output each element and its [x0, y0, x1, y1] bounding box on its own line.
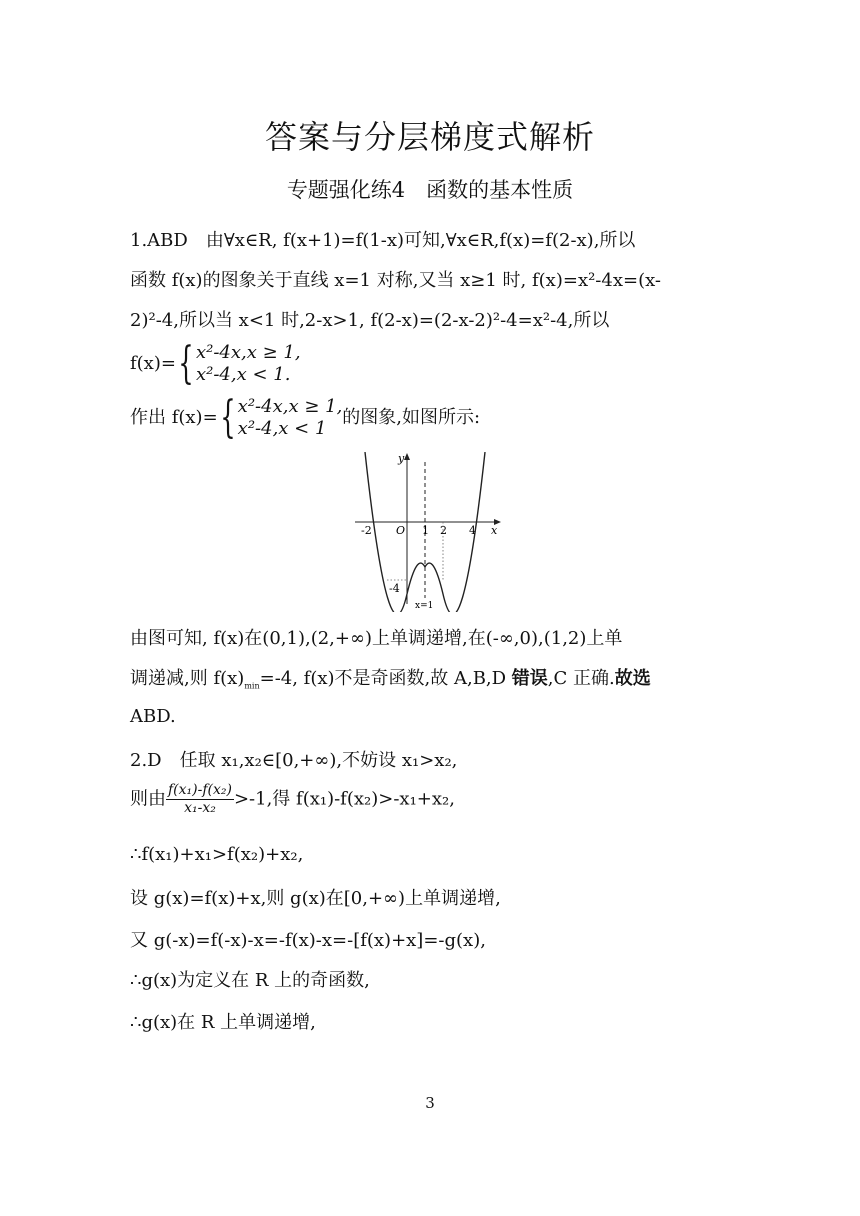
fraction-denominator: x₁-x₂ — [184, 800, 216, 816]
piecewise-prefix: f(x)= — [130, 353, 176, 374]
case-1: x²-4x,x ≥ 1, — [237, 396, 343, 417]
fraction-numerator: f(x₁)-f(x₂) — [168, 782, 232, 798]
function-graph — [355, 452, 510, 612]
piecewise-definition — [130, 338, 301, 389]
curve-right-branch — [425, 452, 485, 612]
text-line-14: ∴g(x)为定义在 R 上的奇函数, — [130, 970, 370, 991]
bold-wrong: 错误 — [511, 668, 548, 689]
fraction — [166, 782, 234, 817]
piecewise-cases — [196, 342, 301, 386]
case-2: x²-4,x < 1. — [195, 364, 291, 385]
text-line-9: 2.D 任取 x₁,x₂∈[0,+∞),不妨设 x₁>x₂, — [130, 750, 458, 771]
symmetry-line-label: x=1 — [415, 601, 434, 611]
min-subscript: min — [244, 681, 260, 691]
text-line-1: 1.ABD 由∀x∈R, f(x+1)=f(1-x)可知,∀x∈R,f(x)=f(2-x),所以 — [130, 230, 636, 251]
tick-neg4: -4 — [389, 582, 400, 595]
graph-cases — [238, 396, 343, 440]
text-line-12: 设 g(x)=f(x)+x,则 g(x)在[0,+∞)上单调递增, — [130, 888, 501, 909]
fraction-prefix: 则由 — [130, 788, 166, 810]
text-line-7 — [130, 664, 651, 691]
case-2: x²-4,x < 1 — [237, 418, 327, 439]
tick-1: 1 — [422, 524, 429, 537]
page-number: 3 — [425, 1094, 435, 1112]
page-title: 答案与分层梯度式解析 — [264, 118, 595, 156]
brace-icon: { — [178, 338, 194, 389]
text-line-13: 又 g(-x)=f(-x)-x=-f(x)-x=-[f(x)+x]=-g(x), — [130, 930, 486, 951]
graph-instruction — [130, 392, 481, 443]
graph-suffix: 的图象,如图所示: — [342, 407, 481, 428]
section-subtitle: 专题强化练4 函数的基本性质 — [286, 178, 574, 202]
fraction-suffix: >-1,得 f(x₁)-f(x₂)>-x₁+x₂, — [233, 788, 455, 810]
text-line-11: ∴f(x₁)+x₁>f(x₂)+x₂, — [130, 844, 304, 865]
bold-choose: 故选 — [614, 668, 651, 689]
x-axis-label: x — [491, 524, 498, 537]
y-axis-arrow-icon — [404, 453, 410, 460]
case-1: x²-4x,x ≥ 1, — [195, 342, 301, 363]
graph-prefix: 作出 f(x)= — [130, 407, 218, 428]
fraction-line — [130, 782, 455, 817]
text-line-7c: ,C 正确. — [547, 668, 615, 689]
text-line-3: 2)²-4,所以当 x<1 时,2-x>1, f(2-x)=(2-x-2)²-4=x²-4,所以 — [130, 310, 610, 331]
text-line-2: 函数 f(x)的图象关于直线 x=1 对称,又当 x≥1 时, f(x)=x²-4x=(x- — [130, 270, 662, 291]
text-line-7b: =-4, f(x)不是奇函数,故 A,B,D — [259, 668, 512, 689]
text-line-8: ABD. — [130, 706, 176, 727]
y-axis-label: y — [398, 452, 405, 465]
brace-icon: { — [219, 392, 236, 443]
text-line-6: 由图可知, f(x)在(0,1),(2,+∞)上单调递增,在(-∞,0),(1,2)上单 — [130, 628, 623, 649]
tick-neg2: -2 — [361, 524, 372, 537]
tick-origin: O — [396, 524, 406, 537]
text-line-7a: 调递减,则 f(x) — [130, 668, 245, 689]
text-line-15: ∴g(x)在 R 上单调递增, — [130, 1012, 316, 1033]
tick-2: 2 — [440, 524, 447, 537]
tick-4: 4 — [469, 524, 476, 537]
